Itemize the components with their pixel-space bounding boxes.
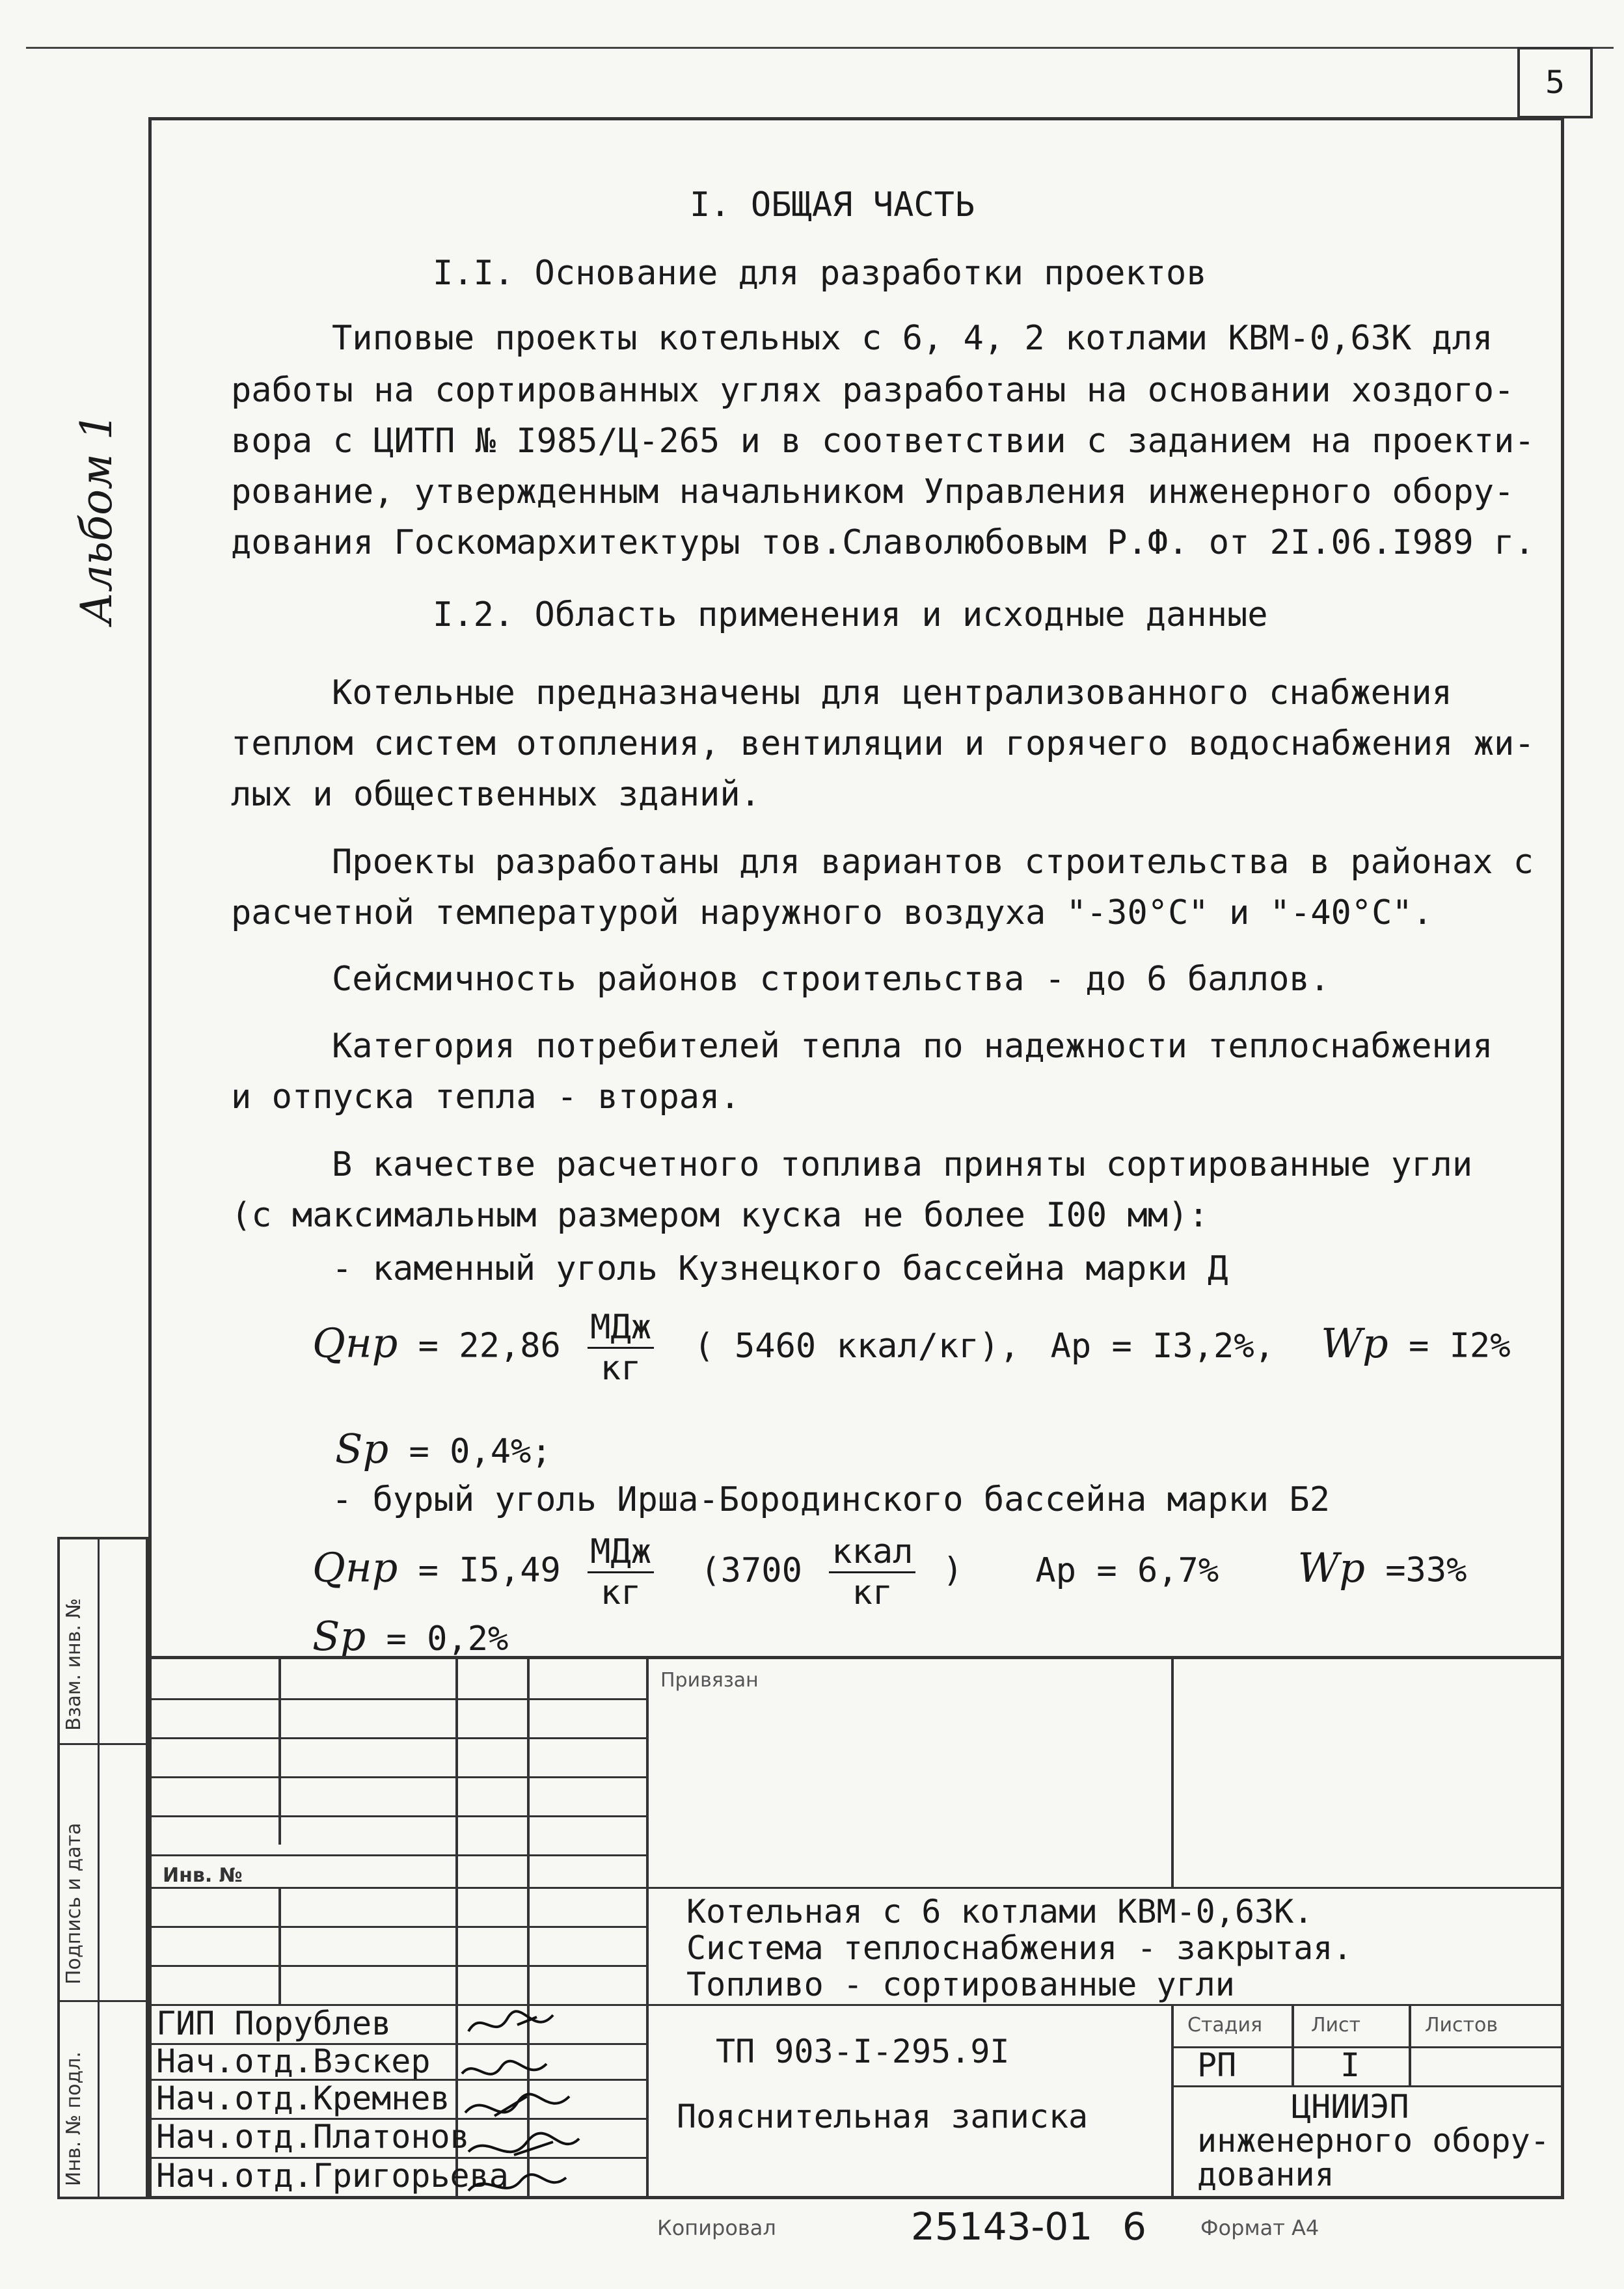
- staff-name: Вэскер: [312, 2042, 431, 2080]
- top-rule: [26, 47, 1614, 49]
- s-value: = 0,4%;: [409, 1432, 552, 1471]
- unit-denominator: кг: [600, 1573, 642, 1612]
- strip-divider: [98, 1537, 100, 2199]
- w-symbol: Wр: [1297, 1543, 1365, 1591]
- grid-line: [148, 1815, 646, 1817]
- staff-name: Григорьева: [312, 2157, 509, 2195]
- q-value: = 22,86: [418, 1326, 561, 1366]
- unit-fraction: [588, 1308, 654, 1388]
- listov-label: Листов: [1425, 2014, 1498, 2037]
- grid-line: [278, 1887, 281, 2004]
- coal1-sulfur: [335, 1425, 552, 1472]
- kcal-close: ): [942, 1551, 964, 1590]
- section2-p5-line: (с максимальным размером куска не более I00 мм):: [231, 1196, 1209, 1235]
- grid-line: [148, 1776, 646, 1778]
- w-symbol: Wр: [1321, 1319, 1388, 1367]
- s-value: = 0,2%: [386, 1619, 509, 1659]
- ash-value: Ар = I3,2%,: [1050, 1326, 1275, 1366]
- main-heading: I. ОБЩАЯ ЧАСТЬ: [690, 185, 975, 224]
- staff-row: [156, 2005, 391, 2042]
- doc-code: ТП 903-I-295.9I: [716, 2033, 1010, 2070]
- s-symbol: Sр: [335, 1425, 389, 1472]
- kcal-open: (3700: [700, 1551, 802, 1590]
- section1-line: вора с ЦИТП № I985/Ц-265 и в соответствии с заданием на проекти-: [231, 422, 1535, 461]
- project-line: Система теплоснабжения - закрытая.: [686, 1929, 1353, 1967]
- coal2-title: - бурый уголь Ирша-Бородинского бассейна марки Б2: [332, 1480, 1331, 1519]
- grid-line: [148, 1698, 646, 1700]
- archive-number: 25143-01: [911, 2204, 1093, 2249]
- staff-row: [156, 2043, 430, 2079]
- section1-line: дования Госкомархитектуры тов.Славолюбовым Р.Ф. от 2I.06.I989 г.: [231, 523, 1535, 562]
- privyazan-label: Привязан: [660, 1669, 759, 1692]
- album-label: Альбом 1: [72, 413, 122, 625]
- section2-p4-line: и отпуска тепла - вторая.: [231, 1077, 740, 1117]
- unit-numerator: МДж: [588, 1308, 654, 1349]
- coal2-sulfur: [312, 1612, 508, 1660]
- staff-role: Нач.отд.: [156, 2157, 313, 2195]
- org-line: дования: [1197, 2156, 1334, 2193]
- staff-row: [156, 2080, 450, 2117]
- staff-role: Нач.отд.: [156, 2079, 313, 2117]
- staff-role: Нач.отд.: [156, 2042, 313, 2080]
- grid-line: [646, 1887, 1564, 1889]
- grid-line: [148, 1737, 646, 1739]
- grid-line: [1171, 2085, 1564, 2087]
- kopiroval-label: Копировал: [657, 2215, 776, 2240]
- staff-name: Порублев: [234, 2005, 392, 2042]
- copy-number: 6: [1122, 2204, 1146, 2249]
- staff-row: [156, 2119, 470, 2155]
- q-symbol: Qнр: [312, 1543, 398, 1591]
- w-value: =33%: [1385, 1551, 1467, 1590]
- grid-line: [1171, 2004, 1174, 2199]
- grid-line: [148, 1854, 646, 1856]
- coal1-title: - каменный уголь Кузнецкого бассейна марки Д: [332, 1249, 1228, 1288]
- vzam-label: Взам. инв. №: [62, 1598, 85, 1731]
- grid-line: [148, 1965, 646, 1967]
- grid-line: [646, 1656, 649, 2199]
- grid-line: [1292, 2004, 1294, 2085]
- coal2-formula: [312, 1532, 1467, 1612]
- kcal-fraction: [829, 1532, 915, 1612]
- unit-denominator: кг: [600, 1349, 642, 1388]
- coal1-formula: [312, 1308, 1511, 1388]
- format-label: Формат А4: [1200, 2215, 1320, 2240]
- unit-fraction: [588, 1532, 654, 1612]
- grid-line: [1171, 1656, 1174, 1887]
- section2-p1-line: Котельные предназначены для централизованного снабжения: [332, 673, 1452, 712]
- project-line: Котельная с 6 котлами КВМ-0,63К.: [686, 1893, 1314, 1930]
- section2-p4-line: Категория потребителей тепла по надежности теплоснабжения: [332, 1027, 1493, 1066]
- kcal-denominator: кг: [852, 1573, 893, 1612]
- page-number: 5: [1517, 47, 1593, 118]
- q-value: = I5,49: [418, 1551, 561, 1590]
- w-value: = I2%: [1409, 1326, 1511, 1366]
- staff-role: Нач.отд.: [156, 2118, 313, 2156]
- org-line: инженерного обору-: [1197, 2122, 1550, 2160]
- list-value: I: [1340, 2046, 1360, 2084]
- s-symbol: Sр: [312, 1612, 366, 1660]
- section2-title: I.2. Область применения и исходные данные: [433, 595, 1268, 634]
- doc-title: Пояснительная записка: [677, 2098, 1089, 2135]
- kcal-value: ( 5460 ккал/кг),: [694, 1326, 1020, 1366]
- q-symbol: Qнр: [312, 1319, 398, 1367]
- section1-line: Типовые проекты котельных с 6, 4, 2 котлами КВМ-0,63К для: [332, 319, 1493, 358]
- stadiya-label: Стадия: [1187, 2014, 1263, 2037]
- org-line: ЦНИИЭП: [1292, 2088, 1409, 2126]
- signatures: [455, 2005, 644, 2197]
- section2-p2-line: расчетной температурой наружного воздуха "-30°С" и "-40°С".: [231, 893, 1433, 932]
- stadiya-value: РП: [1197, 2046, 1237, 2084]
- inv-podl-label: Инв. № подл.: [62, 2052, 85, 2186]
- inv-no-label: Инв. №: [163, 1864, 243, 1887]
- grid-line: [278, 1656, 281, 1845]
- section1-line: рование, утвержденным начальником Управления инженерного обору-: [231, 472, 1515, 511]
- staff-name: Платонов: [312, 2118, 470, 2156]
- section2-p1-line: лых и общественных зданий.: [231, 775, 761, 814]
- grid-line: [148, 1926, 646, 1928]
- unit-numerator: МДж: [588, 1532, 654, 1573]
- section2-p3: Сейсмичность районов строительства - до 6 баллов.: [332, 960, 1331, 999]
- list-label: Лист: [1311, 2014, 1361, 2037]
- staff-name: Кремнев: [312, 2079, 450, 2117]
- section1-title: I.I. Основание для разработки проектов: [433, 254, 1207, 293]
- section2-p1-line: теплом систем отопления, вентиляции и горячего водоснабжения жи-: [231, 724, 1535, 763]
- section2-p2-line: Проекты разработаны для вариантов строительства в районах с: [332, 843, 1534, 882]
- staff-role: ГИП: [156, 2005, 215, 2042]
- section2-p5-line: В качестве расчетного топлива приняты сортированные угли: [332, 1145, 1473, 1184]
- project-line: Топливо - сортированные угли: [686, 1966, 1235, 2003]
- grid-line: [1409, 2004, 1411, 2085]
- podpis-label: Подпись и дата: [62, 1822, 85, 1984]
- section1-line: работы на сортированных углях разработаны на основании хоздого-: [231, 371, 1515, 410]
- kcal-numerator: ккал: [829, 1532, 915, 1573]
- ash-value: Ар = 6,7%: [1035, 1551, 1219, 1590]
